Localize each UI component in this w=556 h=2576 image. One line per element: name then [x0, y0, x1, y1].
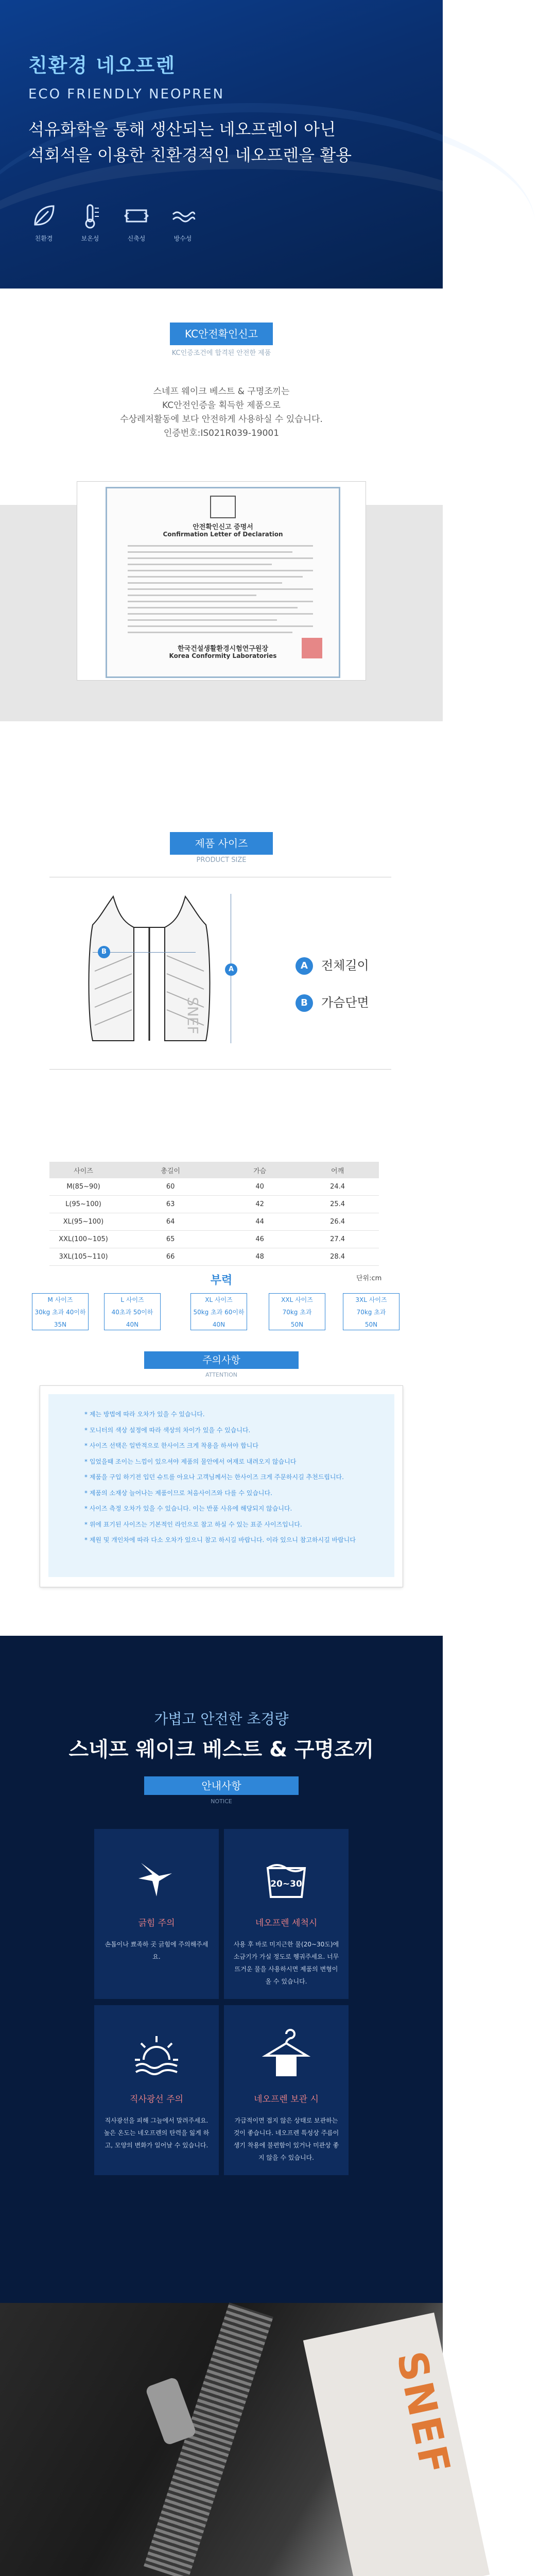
cert-text-line	[128, 588, 313, 590]
buoyancy-force: 40N	[126, 1321, 139, 1328]
table-row	[49, 1248, 379, 1266]
caution-title-bar: 주의사항	[144, 1351, 299, 1369]
unit-label: 단위:cm	[356, 1275, 382, 1282]
caution-item: * 제원 및 개인차에 따라 다소 오차가 있으니 참고 하시길 바랍니다. 이라 있으니 참고하시길 바랍니다	[84, 1532, 394, 1548]
kc-cert-number: 인증번호:IS021R039-19001	[163, 428, 280, 438]
caution-item: * 제품을 구입 하기전 입던 슈트를 아요나 고객님께서는 한사이즈 크게 주문하시길 추천드립니다.	[84, 1469, 394, 1485]
notice-card-body: 사용 후 바로 미지근한 물(20~30도)에 소금기가 가실 정도로 헹궈주세요. 너무 뜨거운 물을 사용하시면 제품의 변형이 올 수 있습니다.	[233, 1941, 339, 1985]
caution-subtitle: ATTENTION	[205, 1371, 237, 1378]
table-header-row	[49, 1162, 379, 1178]
table-row	[49, 1196, 379, 1213]
table-cell: 63	[117, 1196, 223, 1213]
notice-heading-2: 스네프 웨이크 베스트 & 구명조끼	[68, 1738, 374, 1761]
table-header: 가슴	[223, 1162, 296, 1178]
cert-text-line	[128, 551, 292, 553]
table-header: 사이즈	[49, 1162, 117, 1178]
notice-card-sunlight	[94, 2005, 219, 2175]
buoyancy-card	[343, 1293, 399, 1330]
buoyancy-force: 50N	[364, 1321, 378, 1328]
table-cell: 44	[223, 1213, 296, 1231]
notice-card-storage	[224, 2005, 349, 2175]
kc-certification-section	[0, 289, 443, 505]
buoyancy-weight: 70kg 초과	[356, 1309, 386, 1316]
hero-title: 친환경 네오프렌	[28, 54, 176, 77]
temperature-icon	[260, 1853, 312, 1904]
official-seal-stamp	[302, 638, 322, 658]
notice-card-title: 직사광선 주의	[130, 2094, 183, 2105]
certificate-title-en: Confirmation Letter of Declaration	[163, 531, 283, 538]
cert-text-line	[128, 613, 313, 615]
certificate-issuer-en: Korea Conformity Laboratories	[169, 652, 277, 659]
buoyancy-weight: 30kg 초과 40이하	[34, 1309, 86, 1316]
feature-waterproof	[160, 202, 206, 243]
legend-badge-b: B	[296, 994, 313, 1012]
caution-item: * 입었을때 조이는 느낌이 있으셔야 제품의 물안에서 여재로 내려오지 않습니다	[84, 1454, 394, 1470]
buoyancy-force: 40N	[212, 1321, 225, 1328]
product-closeup-photo	[0, 2303, 459, 2576]
cert-text-line	[128, 545, 313, 547]
buoyancy-force: 35N	[54, 1321, 67, 1328]
dimension-marker-a: A	[225, 963, 237, 976]
buoyancy-size: 3XL 사이즈	[355, 1296, 387, 1303]
certificate-document	[77, 482, 366, 680]
zipper-pull-graphic	[145, 2377, 197, 2446]
feature-label: 신축성	[127, 235, 146, 242]
notice-card-body: 직사광선을 피해 그늘에서 말려주세요. 높은 온도는 네오프렌의 탄력을 잃게 하고, 모양의 변화가 일어날 수 있습니다.	[103, 2117, 210, 2149]
vest-panel-graphic	[303, 2313, 490, 2576]
table-header: 어깨	[296, 1162, 379, 1178]
kc-text-line1: 스네프 웨이크 베스트 & 구명조끼는	[153, 386, 290, 397]
table-cell: 26.4	[296, 1213, 379, 1231]
cert-text-line	[128, 564, 272, 565]
table-cell: 60	[117, 1178, 223, 1196]
buoyancy-weight: 40초과 50이하	[111, 1309, 153, 1316]
hanger-icon	[260, 2029, 312, 2080]
kc-mark-icon	[210, 496, 236, 518]
caution-list	[48, 1394, 394, 1548]
legend-label: 가슴단면	[321, 995, 369, 1010]
sun-icon	[131, 2029, 182, 2080]
cert-text-line	[128, 601, 313, 602]
caution-item: * 사이즈 측정 오차가 있을 수 있습니다. 이는 반품 사유에 해당되지 않습니다.	[84, 1501, 394, 1517]
table-cell: L(95~100)	[49, 1196, 117, 1213]
notice-card-scratch	[94, 1829, 219, 1999]
caution-panel-inner	[48, 1394, 394, 1577]
notice-heading-1: 가볍고 안전한 초경량	[154, 1710, 289, 1727]
caution-item: * 모니터의 색상 설정에 따라 색상의 차이가 있을 수 있습니다.	[84, 1422, 394, 1438]
table-cell: XXL(100~105)	[49, 1231, 117, 1248]
table-row	[49, 1213, 379, 1231]
kc-title-bar: KC안전확인신고	[170, 323, 273, 345]
thermometer-icon	[76, 202, 104, 230]
legend-badge-a: A	[296, 957, 313, 975]
size-title-bar: 제품 사이즈	[170, 832, 273, 855]
cert-text-line	[128, 576, 303, 578]
buoyancy-force: 50N	[290, 1321, 304, 1328]
certificate-issuer-kr: 한국건설생활환경시험연구원장	[178, 645, 268, 653]
vest-outline-illustration	[82, 894, 216, 1043]
kc-text-line2: KC안전인증을 획득한 제품으로	[162, 400, 281, 411]
buoyancy-size: M 사이즈	[47, 1296, 73, 1303]
table-cell: 28.4	[296, 1248, 379, 1266]
caution-item: * 위에 표기된 사이즈는 기본적인 라인으로 참고 하실 수 있는 표준 사이즈입니다.	[84, 1517, 394, 1533]
caution-item: * 사이즈 선택은 일반적으로 한사이즈 크게 착용을 하셔야 합니다	[84, 1438, 394, 1454]
cert-text-line	[128, 570, 313, 571]
caution-item: * 제품의 소재상 늘어나는 제품이므로 처음사이즈와 다를 수 있습니다.	[84, 1485, 394, 1501]
table-cell: 3XL(105~110)	[49, 1248, 117, 1266]
buoyancy-size: L 사이즈	[120, 1296, 144, 1303]
buoyancy-title: 부력	[210, 1274, 233, 1287]
cert-text-line	[128, 607, 298, 608]
brand-logo-text: SNEF	[387, 2347, 459, 2480]
table-cell: 24.4	[296, 1178, 379, 1196]
feature-warmth	[67, 202, 113, 243]
notice-card-body: 손톱이나 뾰족하 곳 긁힘에 주의해주세요.	[105, 1941, 208, 1960]
table-header: 총길이	[117, 1162, 223, 1178]
legend-total-length	[296, 955, 369, 975]
certificate-title-kr: 안전확인신고 증명서	[193, 523, 253, 531]
water-icon	[169, 202, 197, 230]
notice-card-title: 네오프렌 보관 시	[254, 2094, 319, 2105]
certificate-frame	[106, 487, 340, 678]
table-cell: 65	[117, 1231, 223, 1248]
buoyancy-card	[32, 1293, 89, 1330]
feature-label: 보온성	[81, 235, 99, 242]
size-divider-bottom	[49, 1069, 391, 1070]
notice-card-body: 가급적이면 접지 않은 상태로 보관하는 것이 좋습니다. 네오프렌 특성상 주름이 생기 착용에 불편함이 있거나 미관상 좋지 않을 수 있습니다.	[233, 2117, 339, 2161]
table-row	[49, 1178, 379, 1196]
notice-subtitle: NOTICE	[211, 1798, 232, 1805]
legend-chest-width	[296, 992, 369, 1012]
hero-description-line1: 석유화학을 통해 생산되는 네오프렌이 아닌	[28, 120, 336, 139]
vest-brand-text: SNEF	[184, 997, 201, 1035]
hero-description-line2: 석회석을 이용한 친환경적인 네오프렌을 활용	[28, 145, 352, 165]
feature-stretch	[113, 202, 160, 243]
buoyancy-size: XXL 사이즈	[281, 1296, 313, 1303]
feature-eco	[21, 202, 67, 243]
buoyancy-weight: 50kg 초과 60이하	[193, 1309, 245, 1316]
feature-label: 친환경	[34, 235, 53, 242]
temperature-range: 20~30	[270, 1879, 302, 1889]
caution-panel	[40, 1386, 403, 1587]
notice-card-title: 네오프렌 세척시	[255, 1918, 318, 1928]
cert-text-line	[128, 625, 313, 627]
hero-section	[0, 0, 443, 289]
buoyancy-card	[269, 1293, 325, 1330]
table-cell: 48	[223, 1248, 296, 1266]
spark-icon	[131, 1853, 182, 1904]
stretch-icon	[123, 202, 150, 230]
size-table	[49, 1162, 379, 1266]
cert-text-line	[128, 619, 277, 621]
table-cell: M(85~90)	[49, 1178, 117, 1196]
buoyancy-card	[104, 1293, 161, 1330]
table-cell: XL(95~100)	[49, 1213, 117, 1231]
notice-card-title: 긁힘 주의	[138, 1918, 175, 1928]
table-cell: 64	[117, 1213, 223, 1231]
legend-label: 전체길이	[321, 958, 369, 973]
buoyancy-weight: 70kg 초과	[282, 1309, 312, 1316]
feature-label: 방수성	[173, 235, 192, 242]
dimension-marker-b: B	[98, 946, 110, 958]
table-cell: 46	[223, 1231, 296, 1248]
size-subtitle: PRODUCT SIZE	[196, 856, 247, 864]
leaf-icon	[30, 202, 58, 230]
caution-item: * 제는 방법에 따라 오차가 있을 수 있습니다.	[84, 1406, 394, 1422]
cert-text-line	[128, 557, 313, 559]
table-cell: 40	[223, 1178, 296, 1196]
table-cell: 27.4	[296, 1231, 379, 1248]
buoyancy-card	[190, 1293, 247, 1330]
kc-text-line3: 수상레저활동에 보다 안전하게 사용하실 수 있습니다.	[120, 414, 323, 425]
notice-title-bar: 안내사항	[144, 1776, 299, 1795]
notice-card-washing	[224, 1829, 349, 1999]
table-cell: 66	[117, 1248, 223, 1266]
cert-text-line	[128, 632, 292, 633]
hero-subtitle: ECO FRIENDLY NEOPREN	[28, 87, 225, 102]
table-cell: 42	[223, 1196, 296, 1213]
table-row	[49, 1231, 379, 1248]
table-cell: 25.4	[296, 1196, 379, 1213]
cert-text-line	[128, 595, 256, 596]
buoyancy-size: XL 사이즈	[205, 1296, 233, 1303]
cert-text-line	[128, 582, 282, 584]
kc-subtitle: KC인증조건에 합격된 안전한 제품	[171, 349, 271, 357]
